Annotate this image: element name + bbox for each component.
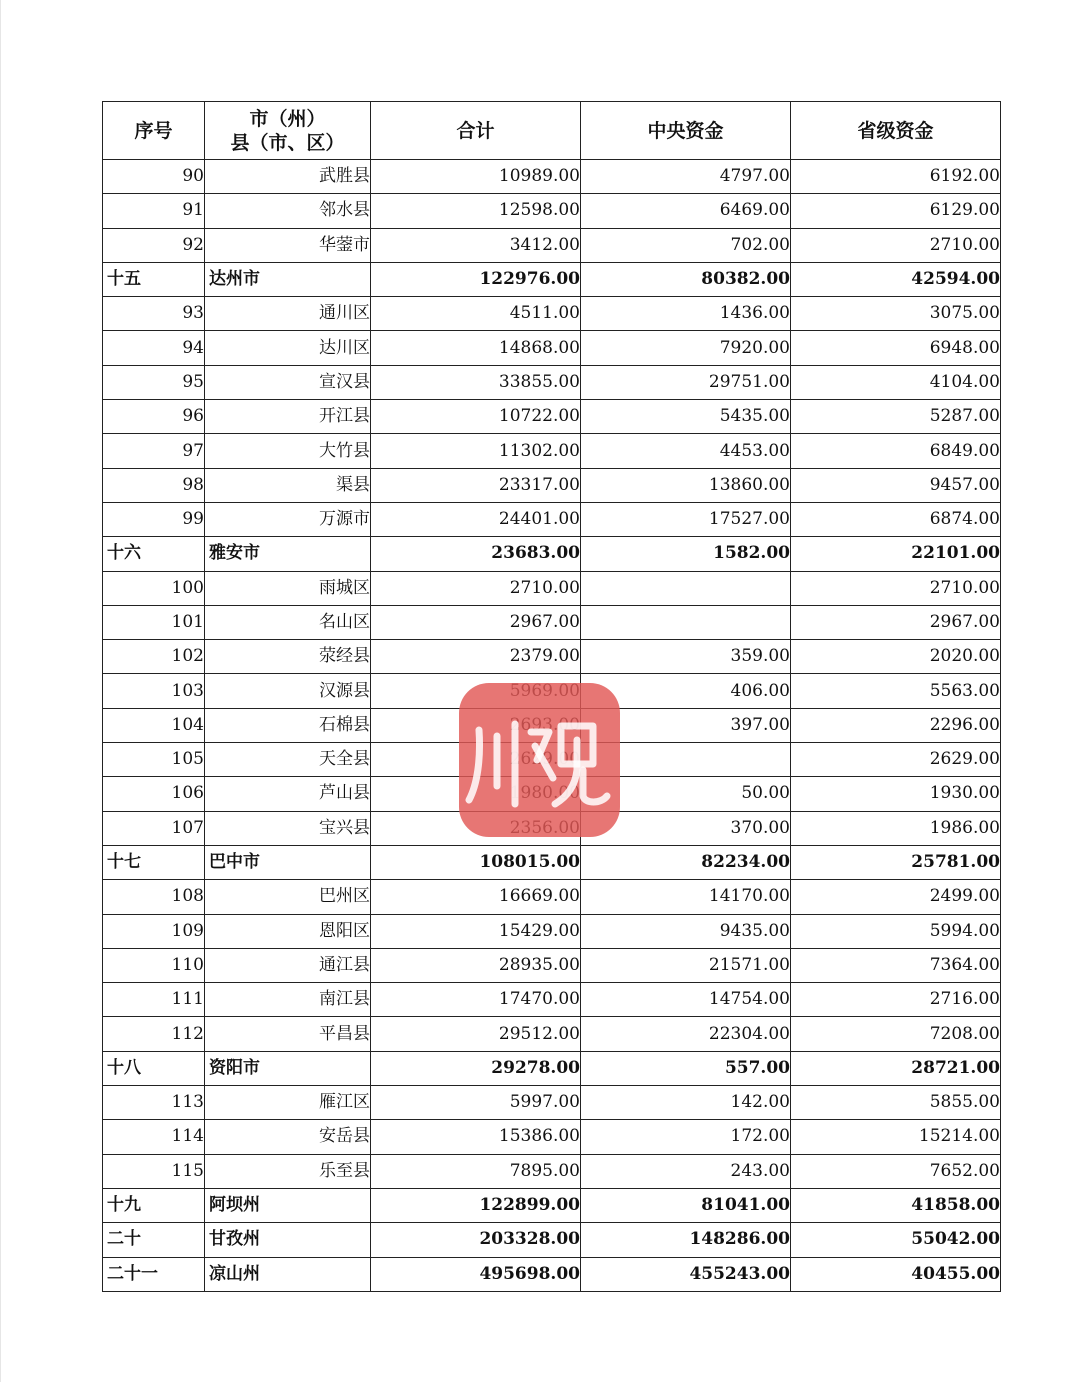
provincial-funds-cell: 6874.00	[791, 502, 1001, 536]
provincial-funds-cell: 3075.00	[791, 297, 1001, 331]
provincial-funds-cell: 7208.00	[791, 1017, 1001, 1051]
provincial-funds-cell: 6192.00	[791, 160, 1001, 194]
serial-number-cell: 115	[103, 1154, 205, 1188]
central-funds-cell: 172.00	[581, 1120, 791, 1154]
provincial-funds-cell: 5287.00	[791, 400, 1001, 434]
central-funds-cell: 14754.00	[581, 983, 791, 1017]
region-name-cell: 巴中市	[205, 845, 371, 879]
central-funds-cell: 50.00	[581, 777, 791, 811]
county-row	[103, 1154, 1001, 1188]
header-total: 合计	[371, 102, 581, 160]
county-row	[103, 605, 1001, 639]
serial-number-cell: 107	[103, 811, 205, 845]
serial-number-cell: 91	[103, 194, 205, 228]
total-amount-cell: 495698.00	[371, 1257, 581, 1291]
city-subtotal-row	[103, 1223, 1001, 1257]
region-name-cell: 资阳市	[205, 1051, 371, 1085]
region-name-cell: 荥经县	[205, 640, 371, 674]
provincial-funds-cell: 22101.00	[791, 537, 1001, 571]
region-name-cell: 邻水县	[205, 194, 371, 228]
serial-number-cell: 110	[103, 948, 205, 982]
total-amount-cell: 7895.00	[371, 1154, 581, 1188]
county-row	[103, 468, 1001, 502]
serial-number-cell: 二十一	[103, 1257, 205, 1291]
serial-number-cell: 93	[103, 297, 205, 331]
total-amount-cell: 33855.00	[371, 365, 581, 399]
serial-number-cell: 108	[103, 880, 205, 914]
serial-number-cell: 106	[103, 777, 205, 811]
central-funds-cell: 557.00	[581, 1051, 791, 1085]
header-central-funds: 中央资金	[581, 102, 791, 160]
region-name-cell: 雅安市	[205, 537, 371, 571]
region-name-cell: 天全县	[205, 743, 371, 777]
provincial-funds-cell: 1986.00	[791, 811, 1001, 845]
total-amount-cell: 29278.00	[371, 1051, 581, 1085]
serial-number-cell: 102	[103, 640, 205, 674]
serial-number-cell: 112	[103, 1017, 205, 1051]
region-name-cell: 阿坝州	[205, 1188, 371, 1222]
total-amount-cell: 11302.00	[371, 434, 581, 468]
provincial-funds-cell: 55042.00	[791, 1223, 1001, 1257]
serial-number-cell: 105	[103, 743, 205, 777]
region-name-cell: 石棉县	[205, 708, 371, 742]
region-name-cell: 开江县	[205, 400, 371, 434]
central-funds-cell: 6469.00	[581, 194, 791, 228]
header-provincial-funds: 省级资金	[791, 102, 1001, 160]
county-row	[103, 434, 1001, 468]
serial-number-cell: 98	[103, 468, 205, 502]
region-name-cell: 雨城区	[205, 571, 371, 605]
central-funds-cell: 7920.00	[581, 331, 791, 365]
county-row	[103, 1017, 1001, 1051]
serial-number-cell: 92	[103, 228, 205, 262]
city-subtotal-row	[103, 1188, 1001, 1222]
total-amount-cell: 10722.00	[371, 400, 581, 434]
total-amount-cell: 4511.00	[371, 297, 581, 331]
provincial-funds-cell: 5563.00	[791, 674, 1001, 708]
central-funds-cell: 397.00	[581, 708, 791, 742]
provincial-funds-cell: 5994.00	[791, 914, 1001, 948]
total-amount-cell: 14868.00	[371, 331, 581, 365]
total-amount-cell: 29512.00	[371, 1017, 581, 1051]
region-name-cell: 通江县	[205, 948, 371, 982]
county-row	[103, 365, 1001, 399]
provincial-funds-cell: 2710.00	[791, 571, 1001, 605]
region-name-cell: 达川区	[205, 331, 371, 365]
total-amount-cell: 24401.00	[371, 502, 581, 536]
central-funds-cell: 243.00	[581, 1154, 791, 1188]
central-funds-cell: 1436.00	[581, 297, 791, 331]
region-name-cell: 雁江区	[205, 1086, 371, 1120]
provincial-funds-cell: 2499.00	[791, 880, 1001, 914]
county-row	[103, 160, 1001, 194]
region-name-cell: 宣汉县	[205, 365, 371, 399]
serial-number-cell: 95	[103, 365, 205, 399]
city-subtotal-row	[103, 845, 1001, 879]
serial-number-cell: 104	[103, 708, 205, 742]
serial-number-cell: 十九	[103, 1188, 205, 1222]
county-row	[103, 502, 1001, 536]
total-amount-cell: 17470.00	[371, 983, 581, 1017]
provincial-funds-cell: 41858.00	[791, 1188, 1001, 1222]
serial-number-cell: 十五	[103, 262, 205, 296]
central-funds-cell: 13860.00	[581, 468, 791, 502]
serial-number-cell: 94	[103, 331, 205, 365]
region-name-cell: 汉源县	[205, 674, 371, 708]
provincial-funds-cell: 2296.00	[791, 708, 1001, 742]
region-name-cell: 达州市	[205, 262, 371, 296]
serial-number-cell: 十七	[103, 845, 205, 879]
serial-number-cell: 113	[103, 1086, 205, 1120]
provincial-funds-cell: 25781.00	[791, 845, 1001, 879]
provincial-funds-cell: 2020.00	[791, 640, 1001, 674]
region-name-cell: 巴州区	[205, 880, 371, 914]
county-row	[103, 1086, 1001, 1120]
total-amount-cell: 23683.00	[371, 537, 581, 571]
region-name-cell: 安岳县	[205, 1120, 371, 1154]
central-funds-cell: 29751.00	[581, 365, 791, 399]
region-name-cell: 宝兴县	[205, 811, 371, 845]
region-name-cell: 武胜县	[205, 160, 371, 194]
region-name-cell: 恩阳区	[205, 914, 371, 948]
central-funds-cell	[581, 571, 791, 605]
provincial-funds-cell: 7364.00	[791, 948, 1001, 982]
serial-number-cell: 90	[103, 160, 205, 194]
central-funds-cell: 82234.00	[581, 845, 791, 879]
provincial-funds-cell: 2716.00	[791, 983, 1001, 1017]
header-region	[205, 102, 371, 160]
serial-number-cell: 96	[103, 400, 205, 434]
county-row	[103, 880, 1001, 914]
total-amount-cell: 122976.00	[371, 262, 581, 296]
central-funds-cell: 1582.00	[581, 537, 791, 571]
serial-number-cell: 114	[103, 1120, 205, 1154]
header-row	[103, 102, 1001, 160]
serial-number-cell: 101	[103, 605, 205, 639]
city-subtotal-row	[103, 1257, 1001, 1291]
central-funds-cell: 370.00	[581, 811, 791, 845]
total-amount-cell: 3412.00	[371, 228, 581, 262]
region-name-cell: 芦山县	[205, 777, 371, 811]
county-row	[103, 983, 1001, 1017]
region-name-cell: 平昌县	[205, 1017, 371, 1051]
central-funds-cell: 702.00	[581, 228, 791, 262]
region-name-cell: 凉山州	[205, 1257, 371, 1291]
central-funds-cell: 22304.00	[581, 1017, 791, 1051]
serial-number-cell: 十六	[103, 537, 205, 571]
total-amount-cell: 2967.00	[371, 605, 581, 639]
total-amount-cell: 203328.00	[371, 1223, 581, 1257]
city-subtotal-row	[103, 1051, 1001, 1085]
central-funds-cell: 455243.00	[581, 1257, 791, 1291]
total-amount-cell: 108015.00	[371, 845, 581, 879]
central-funds-cell: 4797.00	[581, 160, 791, 194]
total-amount-cell: 10989.00	[371, 160, 581, 194]
header-region-line1: 市（州）	[249, 107, 326, 130]
county-row	[103, 297, 1001, 331]
table-header	[103, 102, 1001, 160]
serial-number-cell: 100	[103, 571, 205, 605]
central-funds-cell: 14170.00	[581, 880, 791, 914]
total-amount-cell: 28935.00	[371, 948, 581, 982]
total-amount-cell: 23317.00	[371, 468, 581, 502]
county-row	[103, 331, 1001, 365]
central-funds-cell: 5435.00	[581, 400, 791, 434]
serial-number-cell: 111	[103, 983, 205, 1017]
provincial-funds-cell: 6849.00	[791, 434, 1001, 468]
central-funds-cell	[581, 605, 791, 639]
central-funds-cell: 80382.00	[581, 262, 791, 296]
provincial-funds-cell: 7652.00	[791, 1154, 1001, 1188]
county-row	[103, 194, 1001, 228]
central-funds-cell: 81041.00	[581, 1188, 791, 1222]
provincial-funds-cell: 9457.00	[791, 468, 1001, 502]
serial-number-cell: 十八	[103, 1051, 205, 1085]
provincial-funds-cell: 2710.00	[791, 228, 1001, 262]
serial-number-cell: 103	[103, 674, 205, 708]
chuanguan-watermark-logo	[459, 683, 620, 837]
county-row	[103, 228, 1001, 262]
total-amount-cell: 16669.00	[371, 880, 581, 914]
total-amount-cell: 2379.00	[371, 640, 581, 674]
region-name-cell: 大竹县	[205, 434, 371, 468]
central-funds-cell: 359.00	[581, 640, 791, 674]
provincial-funds-cell: 5855.00	[791, 1086, 1001, 1120]
region-name-cell: 万源市	[205, 502, 371, 536]
city-subtotal-row	[103, 537, 1001, 571]
county-row	[103, 1120, 1001, 1154]
total-amount-cell: 12598.00	[371, 194, 581, 228]
serial-number-cell: 二十	[103, 1223, 205, 1257]
total-amount-cell: 122899.00	[371, 1188, 581, 1222]
provincial-funds-cell: 2967.00	[791, 605, 1001, 639]
central-funds-cell: 9435.00	[581, 914, 791, 948]
provincial-funds-cell: 42594.00	[791, 262, 1001, 296]
region-name-cell: 通川区	[205, 297, 371, 331]
region-name-cell: 名山区	[205, 605, 371, 639]
central-funds-cell: 148286.00	[581, 1223, 791, 1257]
provincial-funds-cell: 6948.00	[791, 331, 1001, 365]
total-amount-cell: 15386.00	[371, 1120, 581, 1154]
provincial-funds-cell: 1930.00	[791, 777, 1001, 811]
city-subtotal-row	[103, 262, 1001, 296]
serial-number-cell: 109	[103, 914, 205, 948]
region-name-cell: 渠县	[205, 468, 371, 502]
provincial-funds-cell: 15214.00	[791, 1120, 1001, 1154]
serial-number-cell: 97	[103, 434, 205, 468]
region-name-cell: 华蓥市	[205, 228, 371, 262]
total-amount-cell: 15429.00	[371, 914, 581, 948]
region-name-cell: 南江县	[205, 983, 371, 1017]
central-funds-cell: 21571.00	[581, 948, 791, 982]
region-name-cell: 乐至县	[205, 1154, 371, 1188]
watermark-glyphs-icon	[465, 700, 615, 820]
total-amount-cell: 2710.00	[371, 571, 581, 605]
provincial-funds-cell: 6129.00	[791, 194, 1001, 228]
provincial-funds-cell: 2629.00	[791, 743, 1001, 777]
serial-number-cell: 99	[103, 502, 205, 536]
provincial-funds-cell: 4104.00	[791, 365, 1001, 399]
central-funds-cell: 142.00	[581, 1086, 791, 1120]
provincial-funds-cell: 40455.00	[791, 1257, 1001, 1291]
central-funds-cell: 17527.00	[581, 502, 791, 536]
total-amount-cell: 5997.00	[371, 1086, 581, 1120]
county-row	[103, 571, 1001, 605]
provincial-funds-cell: 28721.00	[791, 1051, 1001, 1085]
county-row	[103, 400, 1001, 434]
county-row	[103, 914, 1001, 948]
header-region-line2: 县（市、区）	[230, 131, 345, 154]
county-row	[103, 640, 1001, 674]
region-name-cell: 甘孜州	[205, 1223, 371, 1257]
county-row	[103, 948, 1001, 982]
central-funds-cell: 4453.00	[581, 434, 791, 468]
header-serial-number: 序号	[103, 102, 205, 160]
central-funds-cell: 406.00	[581, 674, 791, 708]
